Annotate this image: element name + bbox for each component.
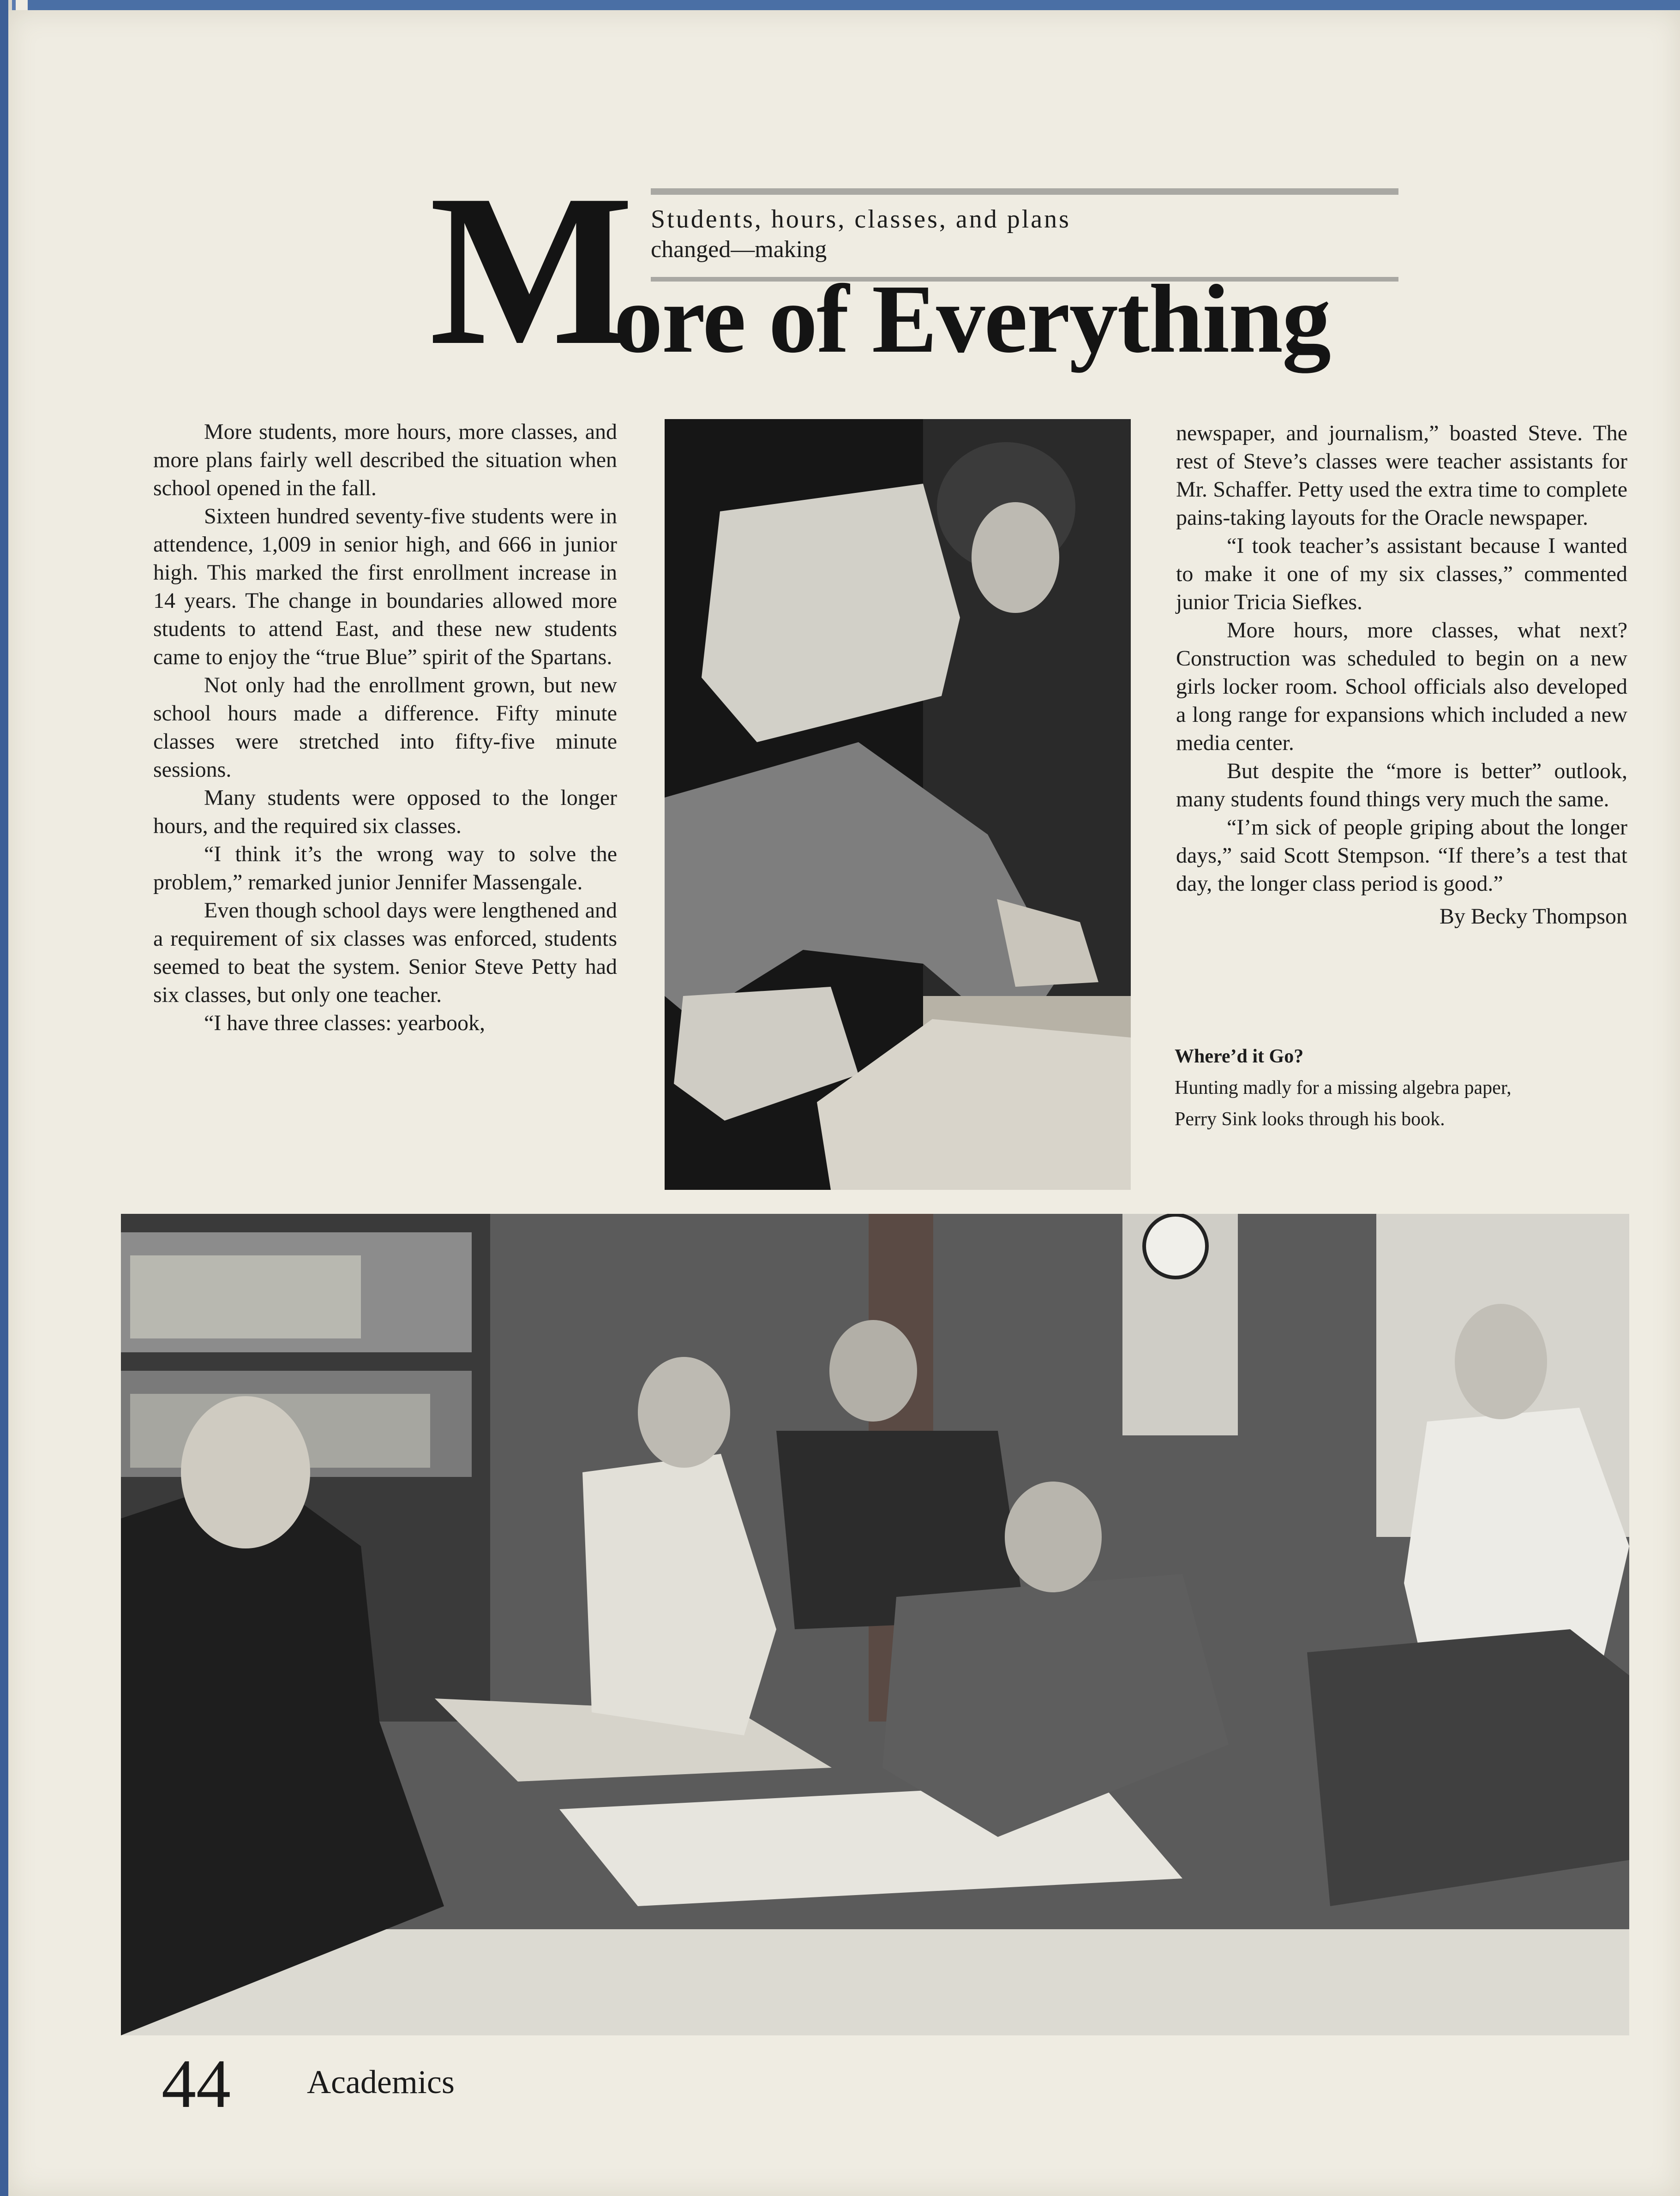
byline: By Becky Thompson [1439, 904, 1627, 929]
paragraph: Sixteen hundred seventy-five students were in attendence, 1,009 in senior high, and 666 in junior high. This marked the first enrollment increase in 14 years. The change in boundaries allowed more students to attend East, and these new students came to enjoy the “true Blue” spirit of the Spartans. [153, 504, 617, 669]
paragraph: Even though school days were lengthened and a requirement of six classes was enforced, students seemed to beat the system. Senior Steve Petty had six classes, but only one teacher. [153, 898, 617, 1007]
photo-classroom [121, 1214, 1629, 2035]
headline-kicker [651, 204, 1389, 265]
paragraph: More students, more hours, more classes, and more plans fairly well described the situation when school opened in the fall. [153, 420, 617, 500]
paragraph: “I took teacher’s assistant because I wanted to make it one of my six classes,” commented junior Tricia Siefkes. [1176, 534, 1627, 614]
photo-caption [1175, 1041, 1636, 1135]
caption-title: Where’d it Go? [1175, 1046, 1304, 1067]
section-label: Academics [307, 2064, 455, 2100]
caption-line-2: Perry Sink looks through his book. [1175, 1109, 1445, 1130]
article-column-right [1176, 419, 1627, 930]
paragraph: Many students were opposed to the longer hours, and the required six classes. [153, 786, 617, 838]
kicker-line-2: changed—making [651, 236, 827, 263]
paragraph: More hours, more classes, what next? Construction was scheduled to begin on a new girls locker room. School officials also developed a long range for expansions which included a new media center. [1176, 618, 1627, 755]
page-number: 44 [162, 2046, 231, 2122]
caption-line-1: Hunting madly for a missing algebra paper, [1175, 1077, 1512, 1098]
drop-cap: M [429, 150, 630, 390]
kicker-line-1: Students, hours, classes, and plans [651, 205, 1071, 234]
photo-bottom-image [121, 1214, 1629, 2035]
paragraph: But despite the “more is better” outlook, many students found things very much the same. [1176, 759, 1627, 811]
header-rule-top [651, 188, 1398, 195]
article-column-left [153, 418, 617, 1037]
paragraph: Not only had the enrollment grown, but new school hours made a difference. Fifty minute classes were stretched into fifty-five minute sessions. [153, 673, 617, 782]
photo-top-image [665, 419, 1131, 1190]
photo-student-with-box [665, 419, 1131, 1190]
paragraph: “I have three classes: yearbook, [204, 1011, 486, 1035]
page-headline: ore of Everything [614, 264, 1330, 373]
paragraph: “I’m sick of people griping about the longer days,” said Scott Stempson. “If there’s a test that day, the longer class period is good.” [1176, 815, 1627, 896]
paragraph: newspaper, and journalism,” boasted Steve. The rest of Steve’s classes were teacher assistants for Mr. Schaffer. Petty used the extra time to complete pains-taking layouts for the Oracle newspaper. [1176, 421, 1627, 530]
paragraph: “I think it’s the wrong way to solve the problem,” remarked junior Jennifer Massengale. [153, 842, 617, 894]
